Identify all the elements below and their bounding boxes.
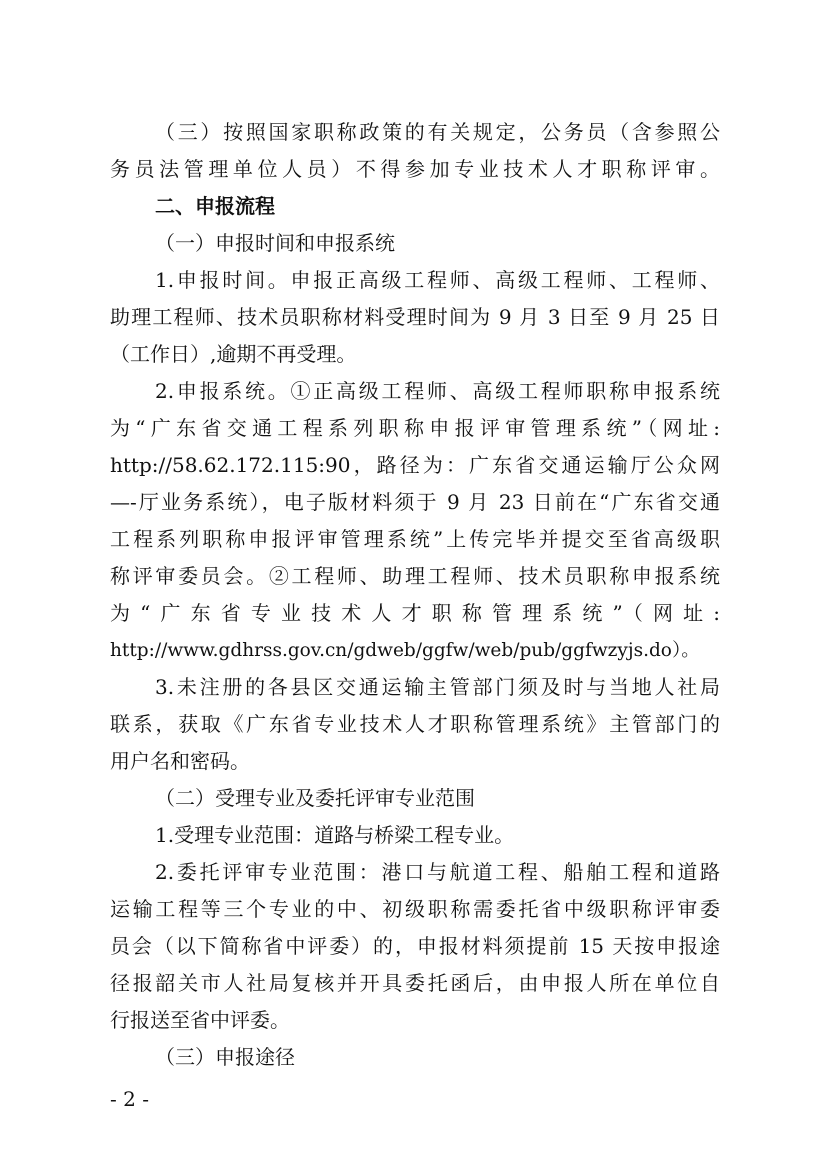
paragraph-line: 工程系列职称申报评审管理系统”上传完毕并提交至省高级职 xyxy=(110,527,720,551)
paragraph-line: 称评审委员会。②工程师、助理工程师、技术员职称申报系统 xyxy=(110,564,720,588)
paragraph-line: 1.受理专业范围：道路与桥梁工程专业。 xyxy=(155,823,515,847)
paragraph-line: 径报韶关市人社局复核并开具委托函后，由申报人所在单位自 xyxy=(110,971,720,995)
paragraph-line: 员会（以下简称省中评委）的，申报材料须提前 15 天按申报途 xyxy=(110,934,720,958)
paragraph-line: —-厅业务系统），电子版材料须于 9 月 23 日前在“广东省交通 xyxy=(110,490,720,514)
section-heading: 二、申报流程 xyxy=(155,194,275,218)
paragraph-line: 3.未注册的各县区交通运输主管部门须及时与当地人社局 xyxy=(155,675,720,699)
paragraph-line: 务员法管理单位人员）不得参加专业技术人才职称评审。 xyxy=(110,157,720,181)
paragraph-line: http://58.62.172.115:90，路径为：广东省交通运输厅公众网 xyxy=(110,453,720,477)
paragraph-line: 联系，获取《广东省专业技术人才职称管理系统》主管部门的 xyxy=(110,712,720,736)
paragraph-line: 2.委托评审专业范围：港口与航道工程、船舶工程和道路 xyxy=(155,860,720,884)
page-number: - 2 - xyxy=(110,1087,149,1111)
paragraph-line: 运输工程等三个专业的中、初级职称需委托省中级职称评审委 xyxy=(110,897,720,921)
paragraph-line: （工作日）,逾期不再受理。 xyxy=(110,342,357,366)
subsection-heading: （三）申报途径 xyxy=(155,1045,295,1069)
paragraph-line: 行报送至省中评委。 xyxy=(110,1008,290,1032)
paragraph-line: 为“广东省交通工程系列职称申报评审管理系统”（网址: xyxy=(110,416,720,440)
paragraph-line: 为“广东省专业技术人才职称管理系统”（网址: xyxy=(110,601,720,625)
paragraph-line: （三）按照国家职称政策的有关规定，公务员（含参照公 xyxy=(155,120,720,144)
paragraph-line: 2.申报系统。①正高级工程师、高级工程师职称申报系统 xyxy=(155,379,720,403)
paragraph-line: 1.申报时间。申报正高级工程师、高级工程师、工程师、 xyxy=(155,268,720,292)
paragraph-line: 助理工程师、技术员职称材料受理时间为 9 月 3 日至 9 月 25 日 xyxy=(110,305,720,329)
url-line: http://www.gdhrss.gov.cn/gdweb/ggfw/web/pub/ggfwzyjs.do）。 xyxy=(110,640,700,661)
paragraph-line: 用户名和密码。 xyxy=(110,749,250,773)
subsection-heading: （二）受理专业及委托评审专业范围 xyxy=(155,786,475,810)
subsection-heading: （一）申报时间和申报系统 xyxy=(155,231,395,255)
